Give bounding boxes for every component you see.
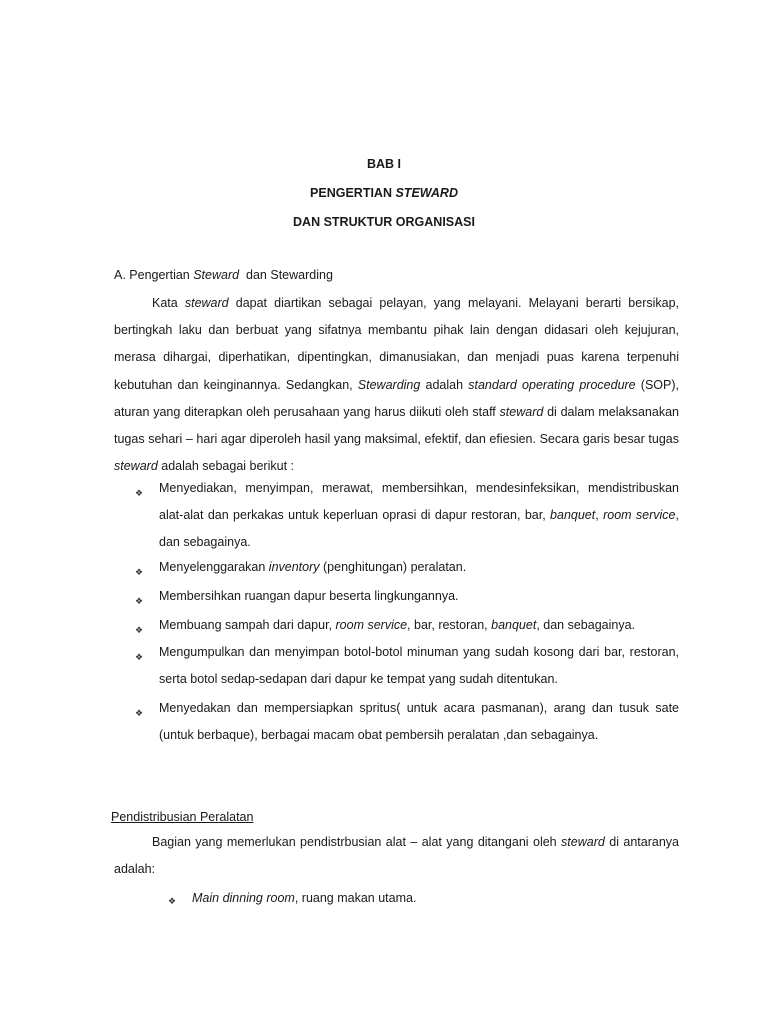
task-item: Menyediakan, menyimpan, merawat, membersihkan, mendesinfeksikan, mendistribuskan alat-alat dan perkakas untuk keperluan oprasi di dapur restoran, bar, banquet, room service, dan sebagainya. bbox=[159, 481, 679, 550]
bullet-icon: ❖ bbox=[135, 567, 144, 577]
section-b-paragraph: Bagian yang memerlukan pendistrbusian alat – alat yang ditangani oleh steward di antaranya adalah: bbox=[114, 835, 679, 877]
task-item: Mengumpulkan dan menyimpan botol-botol minuman yang sudah kosong dari bar, restoran, serta botol sedap-sedapan dari dapur ke tempat yang sudah ditentukan. bbox=[159, 645, 679, 687]
chapter-number: BAB I bbox=[366, 157, 402, 171]
bullet-icon: ❖ bbox=[135, 596, 144, 606]
chapter-subtitle: DAN STRUKTUR ORGANISASI bbox=[293, 215, 475, 229]
distribution-item: Main dinning room, ruang makan utama. bbox=[192, 891, 417, 905]
section-b-title: Pendistribusian Peralatan bbox=[111, 810, 254, 824]
bullet-icon: ❖ bbox=[168, 896, 177, 906]
section-a-paragraph: Kata steward dapat diartikan sebagai pelayan, yang melayani. Melayani berarti bersikap, bertingkah laku dan berbuat yang sifatnya membantu pihak lain dengan didasari oleh kejujuran, merasa dihargai, diperhatikan, dipentingkan, dimanusiakan, dan menjadi puas karena terpenuhi kebutuhan dan keinginannya. Sedangkan, Stewarding adalah standard operating procedure (SOP), aturan yang diterapkan oleh perusahaan yang harus diikuti oleh staff steward di dalam melaksanakan tugas sehari – hari agar diperoleh hasil yang maksimal, efektif, dan efiesien. Secara garis besar tugas steward adalah sebagai berikut : bbox=[114, 296, 680, 474]
bullet-icon: ❖ bbox=[135, 708, 144, 718]
bullet-icon: ❖ bbox=[135, 625, 144, 635]
bullet-icon: ❖ bbox=[135, 488, 144, 498]
bullet-icon: ❖ bbox=[135, 652, 144, 662]
task-item: Menyelenggarakan inventory (penghitungan) peralatan. bbox=[159, 560, 467, 574]
section-a-title: A. Pengertian Steward dan Stewarding bbox=[114, 268, 333, 282]
task-item: Menyedakan dan mempersiapkan spritus( untuk acara pasmanan), arang dan tusuk sate (untuk berbaque), berbagai macam obat pembersih peralatan ,dan sebagainya. bbox=[159, 701, 679, 743]
task-item: Membuang sampah dari dapur, room service, bar, restoran, banquet, dan sebagainya. bbox=[159, 618, 636, 632]
chapter-title: PENGERTIAN STEWARD bbox=[310, 186, 458, 200]
task-item: Membersihkan ruangan dapur beserta lingkungannya. bbox=[159, 589, 459, 603]
